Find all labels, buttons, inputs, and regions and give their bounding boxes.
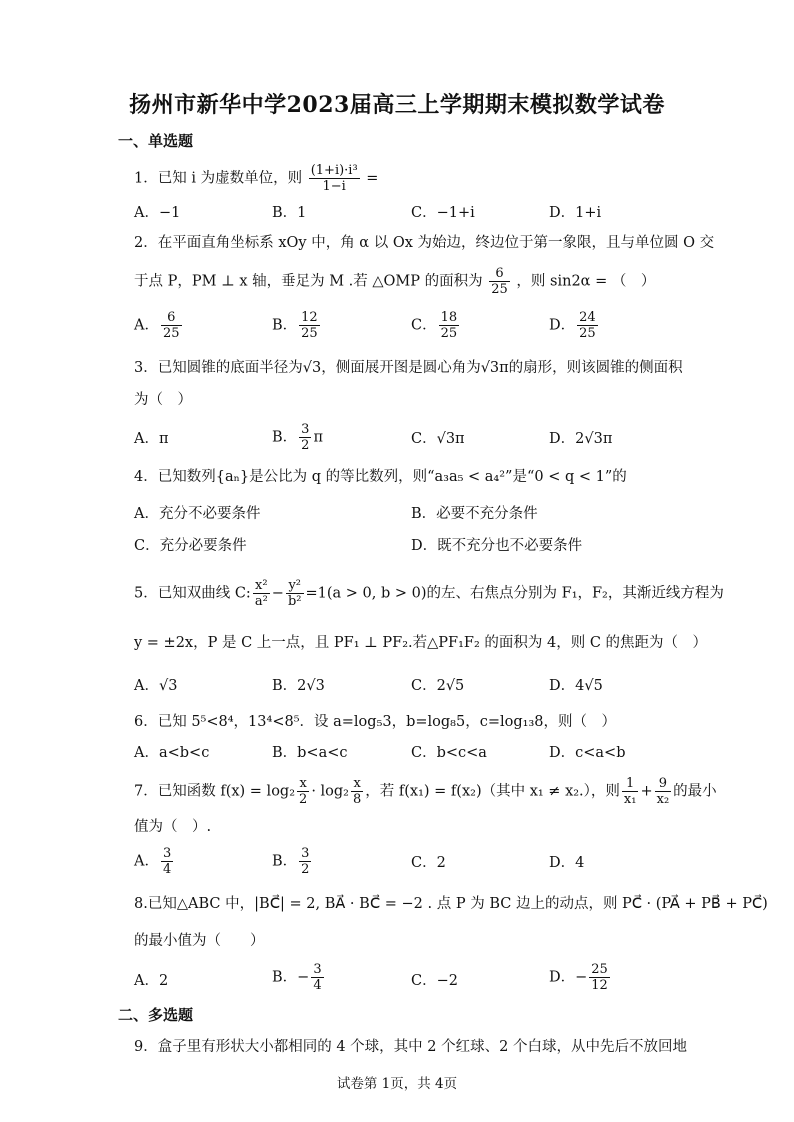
q8-option-c: C．−2 — [411, 973, 458, 989]
q5-option-d: D．4√5 — [549, 678, 603, 694]
q4-option-a: A．充分不必要条件 — [134, 506, 261, 522]
q2-option-a: A． $\frac{6}{25}$ — [134, 310, 180, 341]
q1-option-d: D．1+i — [549, 205, 602, 221]
q7-option-d: D．4 — [549, 855, 585, 871]
q8-option-b: B．− $\frac{3}{4}$ — [272, 962, 322, 993]
section-heading-single-choice: 一、单选题 — [118, 132, 194, 150]
question-1-fraction: $\frac{\text{(1+i)·i³}}{1-i}$ — [310, 163, 358, 194]
question-3-line-2: 为（ ） — [134, 392, 192, 408]
q4-option-d: D．既不充分也不必要条件 — [411, 538, 583, 554]
q5-option-a: A．√3 — [134, 678, 178, 694]
page-footer: 试卷第 1页，共 4页 — [336, 1076, 458, 1092]
q5-option-c: C．2√5 — [411, 678, 465, 694]
question-2-fraction: $\frac{6}{25}$ — [491, 266, 508, 297]
question-5-line-1: 5．已知双曲线 C: $\frac{\text{x²}}{\text{a²}}$ − $\frac{\text{y²}}{\text{b²}}$ =1(a > 0, b > 0)的左、右焦点分别为 F₁，F₂，其渐近线方程为 — [134, 578, 724, 609]
question-2-line-2: 于点 P，PM ⊥ x 轴，垂足为 M .若 △OMP 的面积为 $\frac{6}{25}$ ，则 sin2α = （ ） — [134, 266, 656, 297]
q6-option-a: A．a<b<c — [134, 745, 210, 761]
q1-option-a: A．−1 — [134, 205, 181, 221]
q1-option-b: B．1 — [272, 205, 307, 221]
question-4: 4．已知数列{aₙ}是公比为 q 的等比数列，则“a₃a₅ < a₄²”是“0 < q < 1”的 — [134, 469, 627, 485]
q2-option-c: C． $\frac{18}{25}$ — [411, 310, 458, 341]
question-1: 1．已知 i 为虚数单位，则 $\frac{\text{(1+i)·i³}}{1-i}$ = — [134, 163, 379, 194]
q6-option-b: B．b<a<c — [272, 745, 348, 761]
question-3-line-1: 3．已知圆锥的底面半径为√3，侧面展开图是圆心角为√3π的扇形，则该圆锥的侧面积 — [134, 360, 683, 376]
q2-option-b: B． $\frac{12}{25}$ — [272, 310, 318, 341]
q7-option-c: C．2 — [411, 855, 446, 871]
q8-option-d: D．− $\frac{25}{12}$ — [549, 962, 608, 993]
question-9-line-1: 9．盒子里有形状大小都相同的 4 个球，其中 2 个红球、2 个白球，从中先后不放回地 — [134, 1039, 687, 1055]
question-2-line-1: 2．在平面直角坐标系 xOy 中，角 α 以 Ox 为始边，终边位于第一象限，且与单位圆 O 交 — [134, 235, 715, 251]
question-5-line-2: y = ±2x，P 是 C 上一点，且 PF₁ ⊥ PF₂.若△PF₁F₂ 的面积为 4，则 C 的焦距为（ ） — [134, 635, 708, 651]
q2-option-d: D． $\frac{24}{25}$ — [549, 310, 596, 341]
section-heading-multiple-choice: 二、多选题 — [118, 1006, 194, 1024]
q3-option-b: B． $\frac{3}{2}$ π — [272, 422, 323, 453]
question-7-line-1: 7．已知函数 f(x) = log₂ $\frac{x}{2}$ · log₂ $\frac{x}{8}$ ，若 f(x₁) = f(x₂)（其中 x₁ ≠ x₂.），则 $\frac{1}{\text{x₁}}$ + $\frac{9}{\text{x₂}}$ 的最小 — [134, 776, 717, 807]
q3-option-c: C．√3π — [411, 431, 465, 447]
q5-option-b: B．2√3 — [272, 678, 325, 694]
q1-option-c: C．−1+i — [411, 205, 475, 221]
q8-option-a: A．2 — [134, 973, 169, 989]
question-7-line-2: 值为（ ）. — [134, 819, 212, 835]
q4-option-b: B．必要不充分条件 — [411, 506, 538, 522]
question-1-text: 1．已知 i 为虚数单位，则 — [134, 170, 303, 187]
q6-option-d: D．c<a<b — [549, 745, 626, 761]
q7-option-a: A． $\frac{3}{4}$ — [134, 846, 172, 877]
q4-option-c: C．充分必要条件 — [134, 538, 247, 554]
q7-option-b: B． $\frac{3}{2}$ — [272, 846, 310, 877]
q3-option-a: A．π — [134, 431, 169, 447]
exam-title: 扬州市新华中学2023届高三上学期期末模拟数学试卷 — [129, 92, 665, 118]
question-8-line-2: 的最小值为（ ） — [134, 933, 265, 949]
q6-option-c: C．b<c<a — [411, 745, 487, 761]
question-8-line-1: 8.已知△ABC 中，|BC⃗| = 2, BA⃗ · BC⃗ = −2 . 点 P 为 BC 边上的动点，则 PC⃗ · (PA⃗ + PB⃗ + PC⃗) — [134, 896, 768, 912]
q3-option-d: D．2√3π — [549, 431, 613, 447]
question-6: 6．已知 5⁵<8⁴，13⁴<8⁵．设 a=log₅3，b=log₈5，c=log₁₃8，则（ ） — [134, 714, 616, 730]
